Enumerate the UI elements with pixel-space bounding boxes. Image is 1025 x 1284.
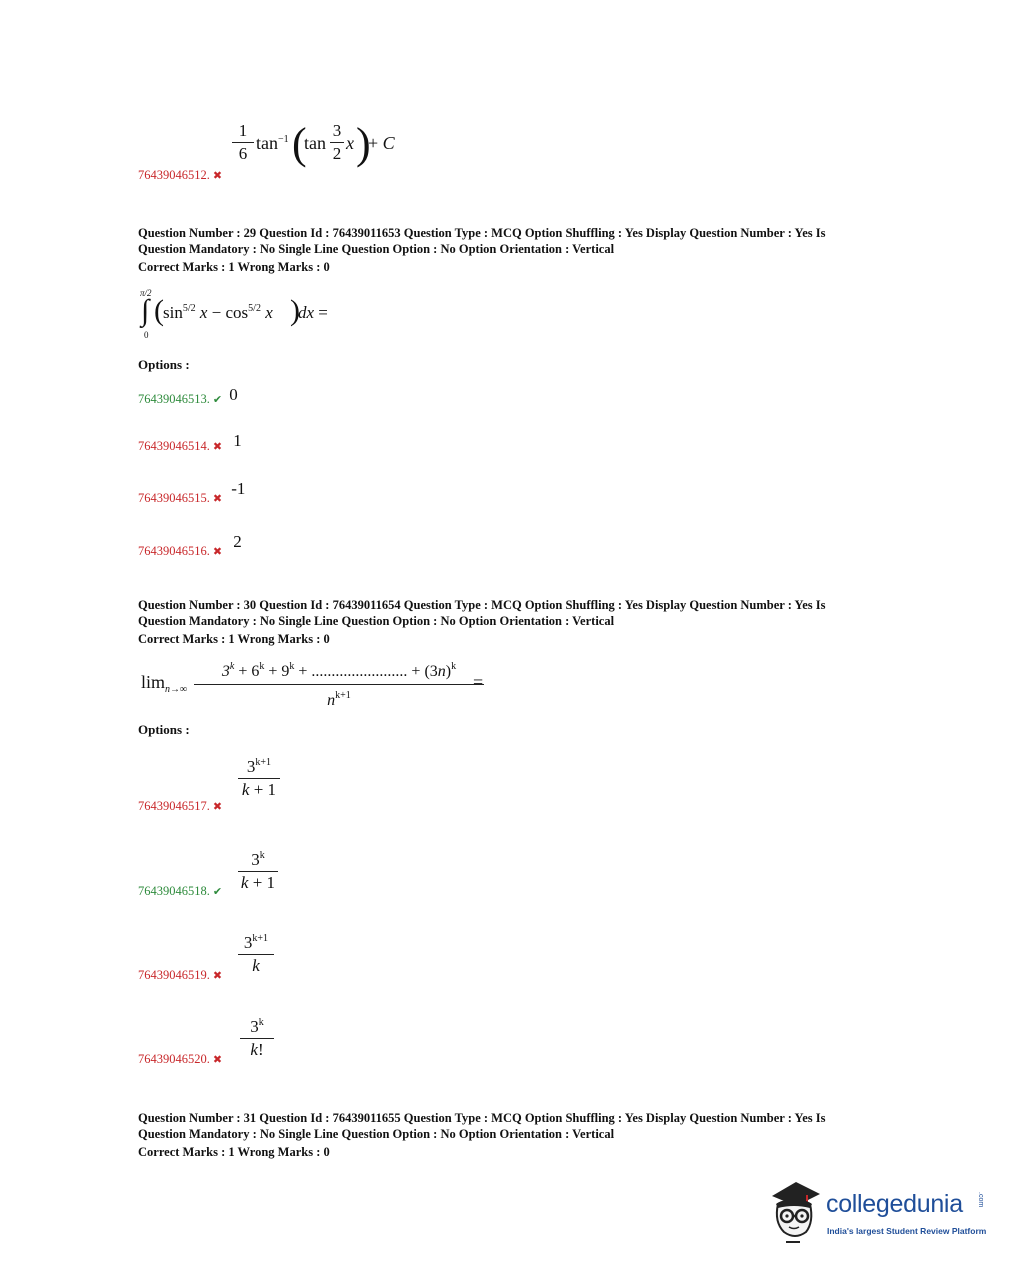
option-76439046512-formula: 1 6 $\tan^{-1}$ ( tan 3 2 x ) + C bbox=[232, 120, 402, 172]
q30-option-4: 76439046520. ✖ bbox=[138, 1052, 223, 1066]
q30-option-1-value: $3^{k+1}$ k + 1 bbox=[238, 752, 280, 801]
logo-suffix: .com bbox=[977, 1192, 984, 1208]
q30-option-1: 76439046517. ✖ bbox=[138, 799, 223, 813]
q29-option-4: 76439046516. ✖ 2 bbox=[138, 532, 242, 558]
q30-option-2: 76439046518. ✔ bbox=[138, 884, 223, 898]
collegedunia-logo bbox=[766, 1176, 996, 1248]
q29-options-label: Options : bbox=[138, 357, 190, 372]
wrong-mark-icon: ✖ bbox=[212, 801, 223, 813]
mascot-icon bbox=[766, 1178, 824, 1244]
q29-option-3: 76439046515. ✖ -1 bbox=[138, 479, 246, 505]
q30-header: Question Number : 30 Question Id : 76439011654 Question Type : MCQ Option Shuffling : Yes Display Question Number : Yes Is Question Mandatory : No Single Line Question Option : No Option Orientation : Vertical Correct Marks : 1 Wrong Marks : 0 bbox=[138, 598, 826, 646]
q29-question-formula: π/2 ∫ 0 ( $\sin^{5/2} x - \cos^{5/2} x$ ) dx = bbox=[140, 288, 328, 340]
logo-tagline: India's largest Student Review Platform bbox=[827, 1226, 987, 1236]
q31-header: Question Number : 31 Question Id : 76439011655 Question Type : MCQ Option Shuffling : Yes Display Question Number : Yes Is Question Mandatory : No Single Line Question Option : No Option Orientation : Vertical Correct Marks : 1 Wrong Marks : 0 bbox=[138, 1111, 826, 1159]
q29-option-1: 76439046513. ✔ 0 bbox=[138, 385, 238, 406]
wrong-mark-icon: ✖ bbox=[212, 170, 223, 182]
wrong-mark-icon: ✖ bbox=[212, 546, 223, 558]
q30-options-label: Options : bbox=[138, 722, 190, 737]
q30-option-3-value: $3^{k+1}$ k bbox=[238, 928, 274, 977]
q30-option-2-value: 3$^k$ k + 1 bbox=[238, 845, 278, 894]
wrong-mark-icon: ✖ bbox=[212, 441, 223, 453]
q30-option-4-value: 3$^k$ k! bbox=[240, 1012, 274, 1061]
correct-check-icon: ✔ bbox=[212, 886, 223, 898]
wrong-mark-icon: ✖ bbox=[212, 1054, 223, 1066]
option-id-76439046512: 76439046512. ✖ bbox=[138, 168, 223, 182]
q29-option-2: 76439046514. ✖ 1 bbox=[138, 431, 242, 453]
wrong-mark-icon: ✖ bbox=[212, 970, 223, 982]
q30-question-formula: $\lim_{n\to\infty}$ $3^k + 6^k + 9^k$ + ........................ + $(3n)^k$ $n^{k+1}$ = bbox=[141, 661, 484, 709]
logo-wordmark: collegedunia bbox=[826, 1190, 963, 1218]
correct-check-icon: ✔ bbox=[212, 394, 223, 406]
wrong-mark-icon: ✖ bbox=[212, 493, 223, 505]
q30-option-3: 76439046519. ✖ bbox=[138, 968, 223, 982]
q29-header: Question Number : 29 Question Id : 76439011653 Question Type : MCQ Option Shuffling : Yes Display Question Number : Yes Is Question Mandatory : No Single Line Question Option : No Option Orientation : Vertical Correct Marks : 1 Wrong Marks : 0 bbox=[138, 226, 826, 274]
